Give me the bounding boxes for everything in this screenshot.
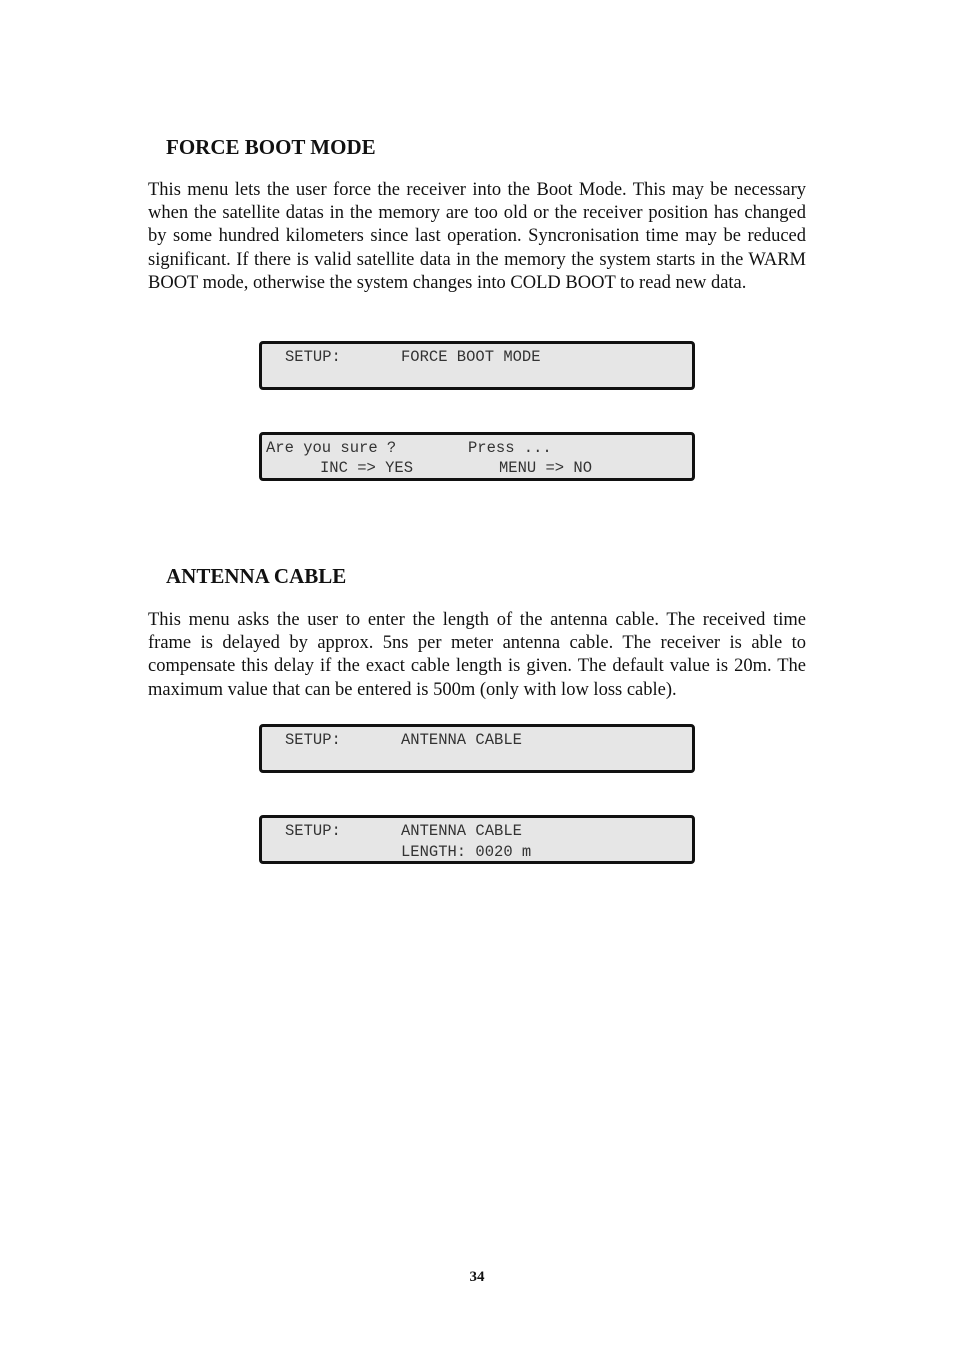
lcd-line1-left: SETUP: bbox=[285, 822, 341, 840]
antenna-cable-description: This menu asks the user to enter the length of the antenna cable. The received time frame is delayed by approx. 5ns per meter antenna cable. The receiver is able to compensate this delay if the exact cable length is given. The default value is 20m. The maximum value that can be entered is 500m (only with low loss cable). bbox=[148, 610, 806, 700]
lcd-display-setup-force-boot bbox=[259, 341, 695, 390]
force-boot-mode-description: This menu lets the user force the receiver into the Boot Mode. This may be necessary when the satellite datas in the memory are too old or the receiver position has changed by some hundred kilometers since last operation. Syncronisation time may be reduced significant. If there is valid satellite data in the memory the system starts in the WARM BOOT mode, otherwise the system changes into COLD BOOT to read new data. bbox=[148, 180, 806, 293]
lcd-display-setup-antenna-cable bbox=[259, 724, 695, 773]
lcd-line2-right: LENGTH: 0020 m bbox=[401, 843, 532, 861]
lcd-display-confirm-boot bbox=[259, 432, 695, 481]
section-title-antenna-cable: ANTENNA CABLE bbox=[166, 564, 347, 588]
lcd-line2-left: INC => YES bbox=[320, 459, 414, 477]
lcd-line1-right: ANTENNA CABLE bbox=[401, 731, 522, 749]
lcd-line1-left: SETUP: bbox=[285, 348, 341, 366]
page-number: 34 bbox=[469, 1269, 485, 1285]
lcd-line1-right: FORCE BOOT MODE bbox=[401, 348, 541, 366]
section-title-force-boot-mode: FORCE BOOT MODE bbox=[166, 135, 376, 159]
lcd-line1-left: SETUP: bbox=[285, 731, 341, 749]
lcd-line2-right: MENU => NO bbox=[499, 459, 593, 477]
lcd-display-antenna-cable-length bbox=[259, 815, 695, 864]
lcd-line1-right: Press ... bbox=[468, 439, 552, 457]
lcd-line1-right: ANTENNA CABLE bbox=[401, 822, 522, 840]
lcd-line1-left: Are you sure ? bbox=[266, 439, 397, 457]
